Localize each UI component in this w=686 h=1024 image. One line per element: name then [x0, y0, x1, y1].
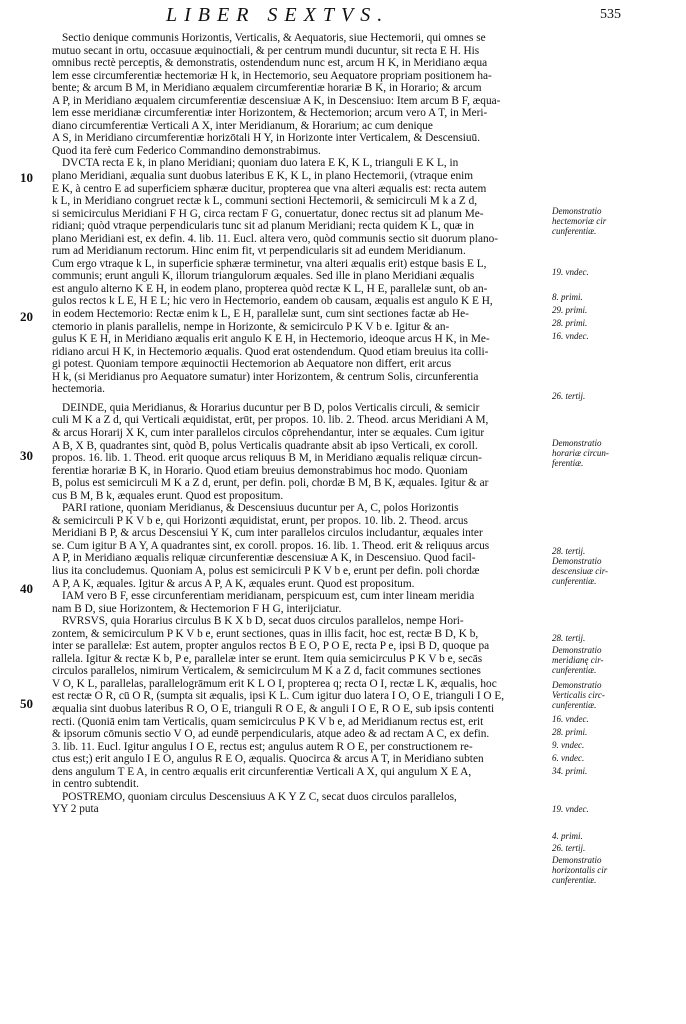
- text-line: PARI ratione, quoniam Meridianus, & Descensiuus ducuntur per A, C, polos Horizontis: [62, 502, 459, 515]
- text-line: ctus est;) erit angulo I E O, angulus R E O, æqualis. Quocirca & arcus A T, in Meridiano subten: [52, 753, 484, 766]
- text-line: circulos parallelos, nimirum Verticalem, & semicirculum M K a Z d, facit communes sectiones: [52, 665, 481, 678]
- text-line: Sectio denique communis Horizontis, Verticalis, & Aequatoris, siue Hectemorii, qui omnes se: [62, 32, 486, 44]
- text-line: E K, à centro E ad superficiem sphæræ ducitur, propterea que vna alteri æqualis est: recta autem: [52, 182, 487, 195]
- margin-note: 19. vndec.: [552, 804, 589, 814]
- margin-note: cunferentiæ.: [552, 875, 597, 885]
- margin-note: cunferentiæ.: [552, 576, 597, 586]
- text-line: lem esse circumferentiæ hectemoriæ H k, in Hectemorio, seu Aequatore propriam positionem ha-: [52, 69, 492, 82]
- text-line: Quod ita ferè cum Federico Commandino demonstrabimus.: [52, 144, 321, 157]
- text-line: ferentiæ horariæ B K, in Horario. Quod etiam breuius demonstrabimus hoc modo. Quoniam: [52, 464, 468, 477]
- text-line: ridiano arcui H K, in Hectemorio æqualis. Quod erat ostendendum. Quod etiam breuius ita colli-: [52, 345, 489, 358]
- text-line: A S, in Meridiano circumferentiæ horizōtali H Y, in Horizonte inter Verticalem, & Descensiuū.: [52, 132, 481, 145]
- margin-note: 26. tertij.: [552, 391, 586, 401]
- margin-note: 9. vndec.: [552, 740, 585, 750]
- margin-note: cunferentiæ.: [552, 665, 597, 675]
- text-line: omnibus rectè perceptis, & demonstratis, ostendendum nunc est, arcum H K, in Meridiano æqua: [52, 57, 488, 70]
- margin-note: Demonstratio: [552, 645, 602, 655]
- text-line: in eodem Hectemorio: Rectæ enim k L, E H, parallelæ sunt, cum sint sectiones factæ ab He-: [52, 308, 469, 321]
- text-line: gulos rectos k L E, H E L; hic vero in Hectemorio, eandem ob causam, æqualis est angulo K E H,: [52, 295, 493, 308]
- margin-note: Verticalis circ-: [552, 690, 605, 700]
- text-line: æqualia sint duobus lateribus R O, O E, trianguli R O E, & anguli I O E, R O E, sub ipsis contenti: [52, 702, 495, 715]
- margin-note: Demonstratio: [552, 855, 602, 865]
- margin-note: 19. vndec.: [552, 267, 589, 277]
- text-line: rum ad Meridianum rectorum. Hinc enim fit, vt perpendicularis sit ad eundem Meridianum.: [52, 245, 466, 258]
- text-line: ridiani; quòd vtraque perpendicularis tunc sit ad planum Meridiani; recta quidem K L, quæ in: [52, 220, 474, 233]
- margin-note: horariæ circun-: [552, 448, 609, 458]
- line-number: 30: [20, 448, 33, 463]
- page-number: 535: [600, 7, 621, 22]
- text-line: lem esse meridianæ circumferentiæ inter Horizontem, & Hectemorion; arcum vero A T, in Meri-: [52, 107, 488, 120]
- line-number: 20: [20, 309, 33, 324]
- text-line: recti. (Quoniā enim tam Verticalis, quam semicirculus P K V b e, ad Meridianum rectus est, erit: [52, 715, 484, 728]
- text-line: mutuo secant in ortu, occasuue æquinoctiali, & per centrum mundi ducuntur, sit recta E H. His: [52, 44, 480, 57]
- text-line: culi M K a Z d, qui Verticali æquidistat, erūt, per propos. 10. lib. 2. Theod. arcus Meridiani A M,: [52, 414, 489, 427]
- margin-note: 34. primi.: [552, 766, 588, 776]
- text-line: est angulo alterno K E H, in eodem plano, propterea quòd rectæ K L, H E, parallelæ sunt, ob an-: [52, 282, 488, 295]
- text-line: Meridiani B P, & arcus Descensiui Y K, cum inter parallelos circulos includantur, æquales inter: [52, 527, 483, 540]
- text-line: A P, in Meridiano æqualis reliquæ circunferentiæ descensiuæ A K, in Descensiuo. Quod facil-: [52, 552, 476, 565]
- line-number: 10: [20, 170, 33, 185]
- text-line: bente; & arcum B M, in Meridiano æqualem circumferentiæ horariæ B K, in Horario; & arcum: [52, 82, 482, 95]
- margin-note: horizontalis cir: [552, 865, 608, 875]
- text-line: rallela. Igitur & rectæ K b, P e, parallelæ inter se erunt. Item quia semicirculus P K V b e, secās: [52, 652, 483, 665]
- text-line: diano circumferentiæ Verticali A X, inter Meridianum, & Horarium; ac cum denique: [52, 119, 433, 132]
- margin-note: Demonstratio: [552, 680, 602, 690]
- margin-note: 6. vndec.: [552, 753, 585, 763]
- margin-note: 4. primi.: [552, 831, 583, 841]
- margin-note: ferentiæ.: [552, 458, 584, 468]
- running-title: LIBER SEXTVS.: [166, 4, 390, 26]
- text-line: & ipsorum cōmunis sectio V O, ad eundē perpendicularis, atque adeo & ad rectam A C, ex defin.: [52, 728, 490, 741]
- text-line: plano Meridiani, æqualia sunt duobus lateribus E K, K L, in plano Hectemorii, (vtraque enim: [52, 170, 474, 183]
- text-line: gi potest. Quoniam tempore æquinoctii Hectemorion ab Aequatore non differt, erit arcus: [52, 358, 452, 371]
- line-number: 50: [20, 696, 33, 711]
- page-header: [0, 4, 686, 32]
- margin-note: Demonstratio: [552, 206, 602, 216]
- text-line: lius ita concludemus. Quoniam A, polus est semicirculi P K V b e, erunt per defin. poli chordæ: [52, 564, 480, 577]
- text-line: 3. lib. 11. Eucl. Igitur angulus I O E, rectus est; angulus autem R O E, per constructionem re-: [52, 740, 473, 753]
- text-line: cus B M, B k, æquales erunt. Quod est propositum.: [52, 489, 284, 502]
- text-line: propos. 16. lib. 1. Theod. erit quoque arcus reliquus B M, in Meridiano æqualis reliquæ circun-: [52, 452, 482, 465]
- margin-note: Demonstratio: [552, 556, 602, 566]
- margin-note: descensiuæ cir-: [552, 566, 609, 576]
- margin-note: 29. primi.: [552, 305, 588, 315]
- text-line: DVCTA recta E k, in plano Meridiani; quoniam duo latera E K, K L, trianguli E K L, in: [62, 157, 459, 170]
- text-line: DEINDE, quia Meridianus, & Horarius ducuntur per B D, polos Verticalis circuli, & semicir: [62, 401, 480, 414]
- text-line: hectemoria.: [52, 383, 106, 396]
- paragraph: [52, 402, 538, 502]
- text-line: & arcus Horarij X K, cum inter parallelos circulos cōprehendantur, inter se æquales. Cum igitur: [52, 426, 485, 439]
- text-line: k L, in Meridiano congruet rectæ k L, communi sectioni Hectemorii, & semicirculi M k a Z d,: [52, 195, 478, 208]
- margin-note: meridianę cir-: [552, 655, 604, 665]
- text-line: se. Cum igitur B A Y, A quadrantes sint, ex coroll. propos. 16. lib. 1. Theod. erit & reliquus arcus: [52, 539, 490, 552]
- text-line: communis; erunt anguli K, illorum triangulorum æquales. Sed ille in plano Meridiani æqualis: [52, 270, 475, 283]
- text-line: ctemorio in planis parallelis, nempe in Horizonte, & semicirculo P K V b e. Igitur & an-: [52, 320, 450, 333]
- text-line: in centro subtendit.: [52, 778, 139, 791]
- text-line: YY 2 puta: [52, 803, 99, 816]
- line-number: 40: [20, 581, 33, 596]
- text-line: V O, K L, parallelas, parallelogrāmum erit K L O I, propterea q; recta O I, rectæ L K, æqualis, hoc: [52, 677, 497, 690]
- main-text: [52, 32, 538, 816]
- paragraph: [52, 615, 538, 791]
- text-line: nam B D, siue Horizontem, & Hectemorion F H G, interijciatur.: [52, 602, 342, 615]
- margin-note: 28. tertij.: [552, 546, 586, 556]
- margin-note: 16. vndec.: [552, 331, 589, 341]
- margin-note: 26. tertij.: [552, 843, 586, 853]
- text-line: RVRSVS, quia Horarius circulus B K X b D, secat duos circulos parallelos, nempe Hori-: [62, 615, 464, 628]
- text-line: A B, X B, quadrantes sint, quòd B, polus Verticalis quadrante absit ab ipso Verticali, ex coroll.: [52, 439, 478, 452]
- text-line: POSTREMO, quoniam circulus Descensiuus A K Y Z C, secat duos circulos parallelos,: [62, 790, 457, 803]
- text-line: si semicirculus Meridiani F H G, circa rectam F G, conuertatur, donec rectus sit ad planum Me-: [52, 207, 484, 220]
- text-line: H k, (si Meridianus pro Aequatore sumatur) inter Horizontem, & centrum Solis, circunferentia: [52, 370, 479, 383]
- text-line: A P, A K, æquales. Igitur & arcus A P, A K, æquales erunt. Quod est propositum.: [52, 577, 415, 590]
- margin-note: hectemoriæ cir: [552, 216, 607, 226]
- margin-note: cunferentiæ.: [552, 700, 597, 710]
- paragraph: [52, 502, 538, 590]
- text-line: A P, in Meridiano æqualem circumferentiæ descensiuæ A K, in Descensiuo: Item arcum B F, æqua-: [52, 94, 501, 107]
- margin-note: 16. vndec.: [552, 714, 589, 724]
- paragraph: [52, 157, 538, 395]
- paragraph: [52, 791, 538, 816]
- text-line: & semicirculi P K V b e, qui Horizonti æquidistat, erunt, per propos. 10. lib. 2. Theod. arcus: [52, 514, 468, 527]
- text-line: Cum ergo vtraque k L, in superficie sphæræ terminetur, vna alteri æqualis erit) estque basis E L,: [52, 257, 487, 270]
- text-line: dens angulum T E A, in centro æqualis erit circunferentiæ Verticali A X, qui angulum X E A,: [52, 765, 472, 778]
- margin-note: 28. primi.: [552, 727, 588, 737]
- paragraph: [52, 590, 538, 615]
- text-line: IAM vero B F, esse circunferentiam meridianam, perspicuum est, cum inter lineam meridia: [62, 590, 475, 603]
- text-line: est rectæ O R, cū O R, (sumpta sit æqualis, ipsi K L. Cum igitur duo latera I O, O E, trianguli I O E,: [52, 690, 505, 703]
- text-line: zontem, & semicirculum P K V b e, erunt sectiones, quas in illis facit, hoc est, rectæ B D, K b,: [52, 627, 479, 640]
- margin-note: 28. primi.: [552, 318, 588, 328]
- text-line: plano Meridiani est, ex defin. 4. lib. 11. Eucl. altera vero, quòd communis sectio sit duorum plano-: [52, 232, 499, 245]
- margin-note: 28. tertij.: [552, 633, 586, 643]
- margin-note: 8. primi.: [552, 292, 583, 302]
- text-line: B, polus est semicirculi M K a Z d, erunt, per defin. poli, chordæ B M, B K, æquales. Igitur & ar: [52, 477, 489, 490]
- text-line: gulus K E H, in Meridiano æqualis erit angulo K E H, in Hectemorio, ideoque arcus H K, in Me-: [52, 333, 490, 346]
- margin-note: cunferentiæ.: [552, 226, 597, 236]
- paragraph: [52, 32, 538, 157]
- margin-note: Demonstratio: [552, 438, 602, 448]
- text-line: inter se parallelæ: Est autem, propter angulos rectos B E O, P O E, recta P e, ipsi B D, quoque pa: [52, 640, 490, 653]
